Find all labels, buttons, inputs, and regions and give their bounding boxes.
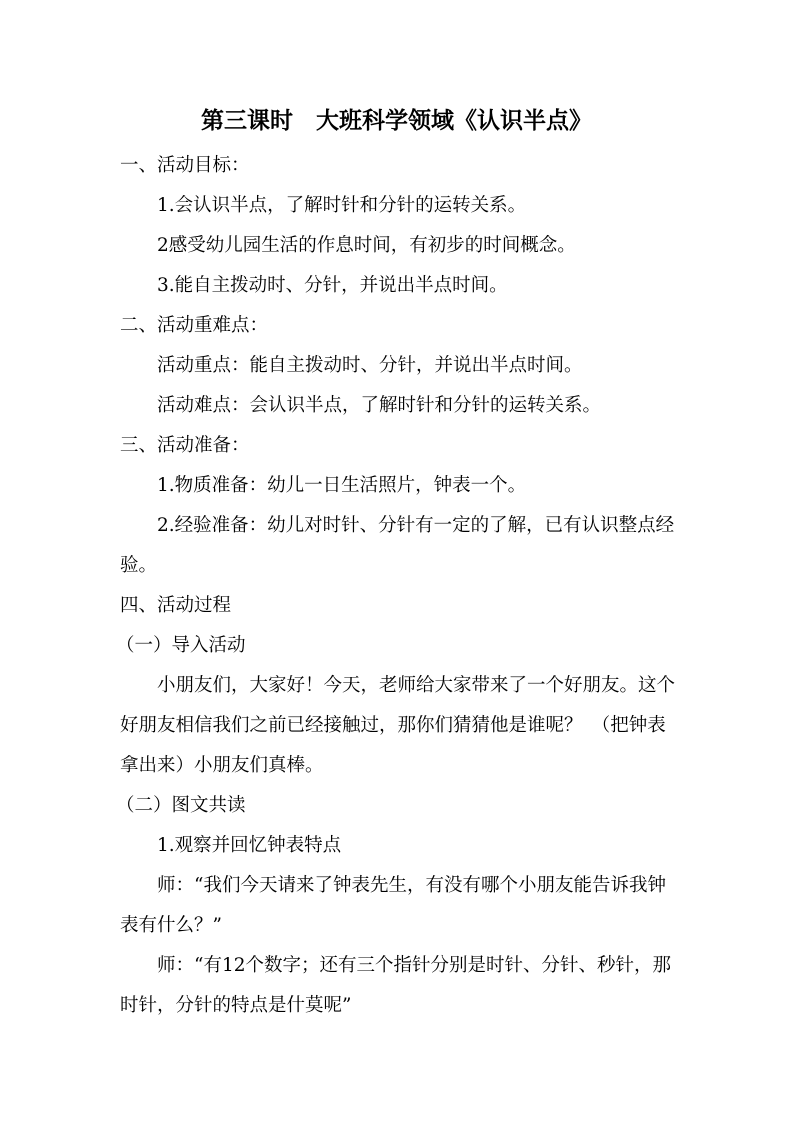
section-heading-preparation: 三、活动准备：	[120, 435, 250, 456]
subsection-heading-intro: （一）导入活动	[116, 635, 246, 656]
goal-item: 3.能自主拨动时、分针，并说出半点时间。	[157, 275, 508, 296]
section-heading-process: 四、活动过程	[120, 595, 232, 616]
section-heading-key-points: 二、活动重难点：	[120, 315, 269, 336]
key-point-item: 活动难点：会认识半点，了解时针和分针的运转关系。	[157, 395, 602, 416]
subsection-heading-reading: （二）图文共读	[116, 795, 246, 816]
document-body	[116, 146, 676, 1026]
preparation-item: 2.经验准备：幼儿对时针、分针有一定的了解，已有认识整点经验。	[120, 515, 675, 576]
preparation-item: 1.物质准备：幼儿一日生活照片，钟表一个。	[157, 475, 527, 496]
section-heading-goals: 一、活动目标：	[120, 155, 250, 176]
intro-paragraph: 小朋友们，大家好！今天，老师给大家带来了一个好朋友。这个好朋友相信我们之前已经接触过，那你们猜猜他是谁呢？ （把钟表拿出来）小朋友们真棒。	[120, 675, 676, 776]
teacher-dialog: 师：“我们今天请来了钟表先生，有没有哪个小朋友能告诉我钟表有什么？”	[120, 875, 666, 936]
page-title: 第三课时 大班科学领域《认识半点》	[201, 108, 592, 134]
reading-item: 1.观察并回忆钟表特点	[157, 835, 342, 856]
teacher-dialog: 师：“有12个数字；还有三个指针分别是时针、分针、秒针，那时针，分针的特点是什莫呢”	[120, 955, 672, 1016]
key-point-item: 活动重点：能自主拨动时、分针，并说出半点时间。	[157, 355, 583, 376]
goal-item: 1.会认识半点，了解时针和分针的运转关系。	[157, 195, 527, 216]
goal-item: 2感受幼儿园生活的作息时间，有初步的时间概念。	[157, 235, 576, 256]
